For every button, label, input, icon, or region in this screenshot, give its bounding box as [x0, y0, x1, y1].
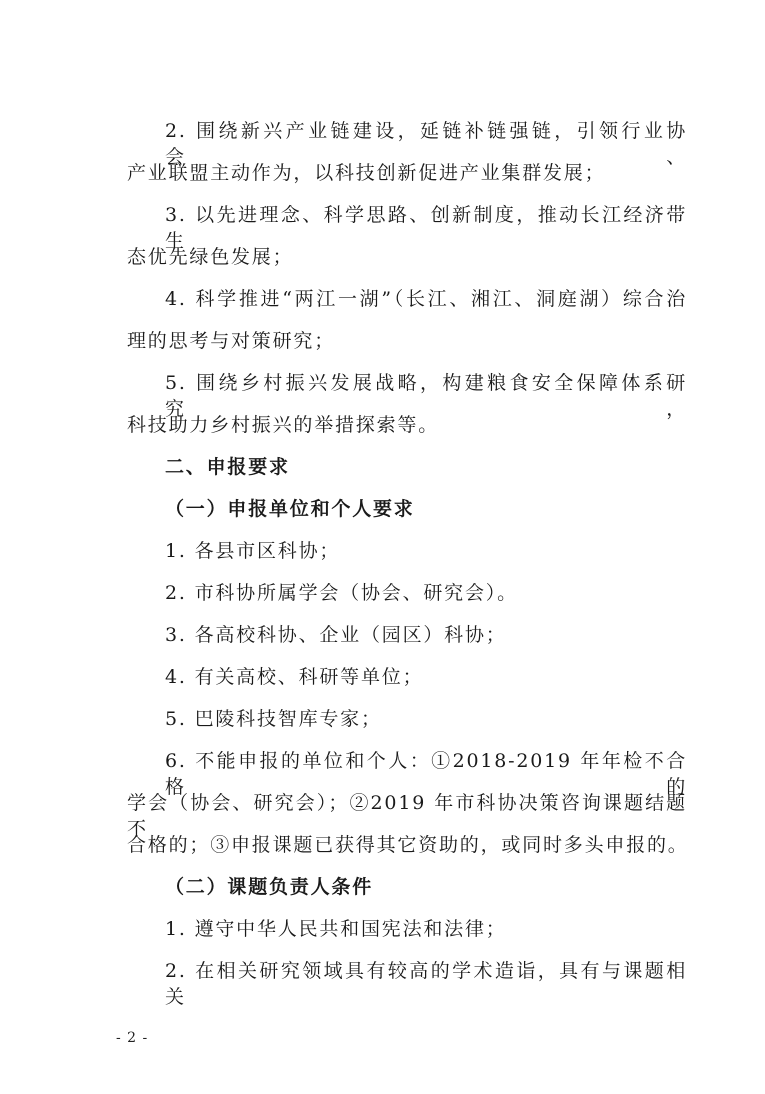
paragraph-line: 2. 围绕新兴产业链建设，延链补链强链，引领行业协会、 [165, 120, 687, 168]
paragraph-line: 态优先绿色发展； [127, 246, 294, 268]
list-item: 2. 市科协所属学会（协会、研究会）。 [165, 582, 518, 604]
paragraph-line: 4. 科学推进“两江一湖”（长江、湘江、洞庭湖）综合治 [165, 288, 687, 310]
paragraph-line: 合格的；③申报课题已获得其它资助的，或同时多头申报的。 [127, 834, 689, 856]
subsection-heading: （二）课题负责人条件 [165, 876, 374, 898]
subsection-heading: （一）申报单位和个人要求 [165, 498, 415, 520]
list-item: 1. 遵守中华人民共和国宪法和法律； [165, 918, 507, 940]
list-item: 3. 各高校科协、企业（园区）科协； [165, 624, 507, 646]
list-item: 2. 在相关研究领域具有较高的学术造诣，具有与课题相关 [165, 960, 687, 1008]
page-number: - 2 - [116, 1030, 149, 1046]
paragraph-line: 5. 围绕乡村振兴发展战略，构建粮食安全保障体系研究， [165, 372, 687, 420]
paragraph-line: 产业联盟主动作为，以科技创新促进产业集群发展； [127, 162, 606, 184]
section-heading: 二、申报要求 [165, 456, 290, 478]
paragraph-line: 科技助力乡村振兴的举措探索等。 [127, 414, 440, 436]
list-item: 1. 各县市区科协； [165, 540, 341, 562]
list-item: 5. 巴陵科技智库专家； [165, 708, 382, 730]
paragraph-line: 3. 以先进理念、科学思路、创新制度，推动长江经济带生 [165, 204, 687, 252]
list-item: 4. 有关高校、科研等单位； [165, 666, 424, 688]
paragraph-line: 理的思考与对策研究； [127, 330, 336, 352]
list-item: 6. 不能申报的单位和个人：①2018-2019 年年检不合格的 [165, 750, 687, 798]
paragraph-line: 学会（协会、研究会）；②2019 年市科协决策咨询课题结题不 [127, 792, 687, 840]
